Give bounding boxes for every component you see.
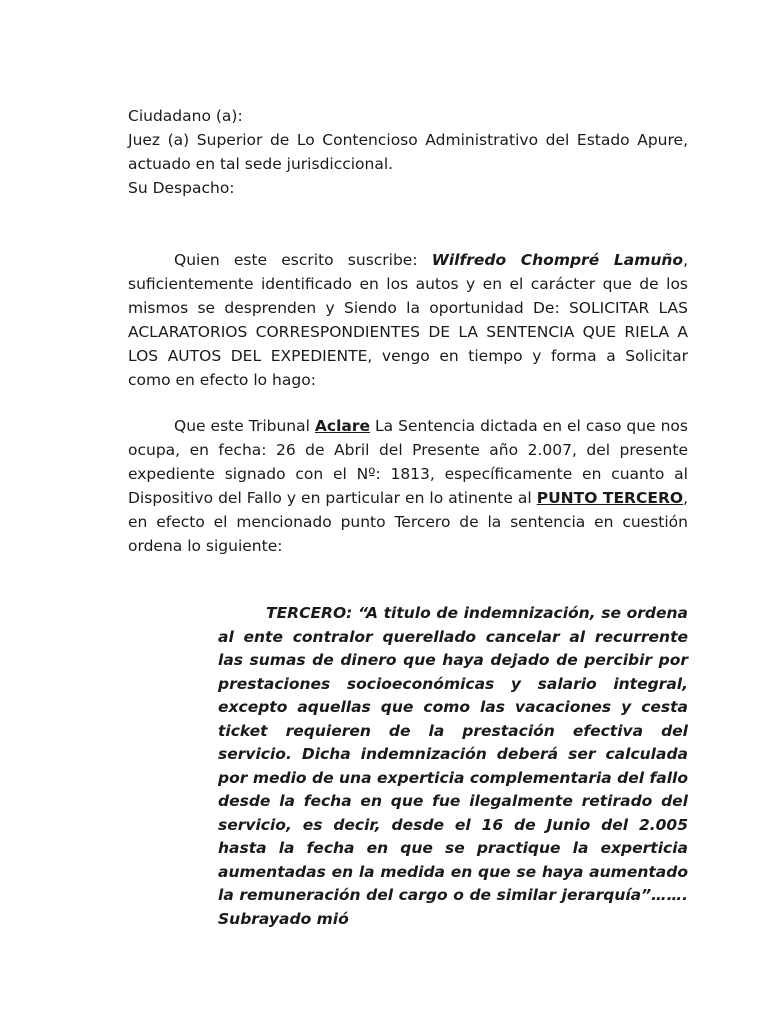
request-paragraph-text (128, 248, 688, 392)
addressee-salutation: Su Despacho: (128, 179, 235, 197)
clarification-paragraph (128, 414, 688, 558)
clarification-middle: La Sentencia dictada en el caso que nos ocupa, en fecha: 26 de Abril del Presente año 2.007, del presente expediente signado con el Nº: 1813, específicamente en cuanto al Dispositivo del Fallo y en particular en lo atinente al (128, 417, 688, 507)
sentence-quote: TERCERO: “A titulo de indemnización, se ordena al ente contralor querellado cancelar al recurrente las sumas de dinero que haya dejado de percibir por prestaciones socioeconómicas y salario integral, excepto aquellas que como las vacaciones y cesta ticket requieren de la prestación efectiva del servicio. Dicha indemnización deberá ser calculada por medio de una experticia complementaria del fallo desde la fecha en que fue ilegalmente retirado del servicio, es decir, desde el 16 de Junio del 2.005 hasta la fecha en que se practique la experticia aumentadas en la medida en que se haya aumentado la remuneración del cargo o de similar jerarquía”……. Subrayado mió (218, 604, 688, 928)
punto-tercero: PUNTO TERCERO (536, 489, 684, 507)
clarification-paragraph-text (128, 414, 688, 558)
signer-name: Wilfredo Chompré Lamuño (431, 251, 684, 269)
aclare-keyword: Aclare (314, 417, 371, 435)
addressee-court: Juez (a) Superior de Lo Contencioso Administrativo del Estado Apure, actuado en tal sede jurisdiccional. (128, 131, 688, 173)
addressee-line: Ciudadano (a): (128, 107, 243, 125)
clarification-rest: , en efecto el mencionado punto Tercero de la sentencia en cuestión ordena lo siguiente: (128, 489, 688, 555)
request-body: , suficientemente identificado en los autos y en el carácter que de los mismos se desprenden y Siendo la oportunidad De: SOLICITAR LAS ACLARATORIOS CORRESPONDIENTES DE LA SENTENCIA QUE RIELA A LOS AUTOS DEL EXPEDIENTE, vengo en tiempo y forma a Solicitar como en efecto lo hago: (128, 251, 688, 389)
clarification-lead: Que este Tribunal (174, 417, 315, 435)
request-lead: Quien este escrito suscribe: (174, 251, 432, 269)
addressee-block (128, 104, 688, 200)
request-paragraph (128, 248, 688, 392)
